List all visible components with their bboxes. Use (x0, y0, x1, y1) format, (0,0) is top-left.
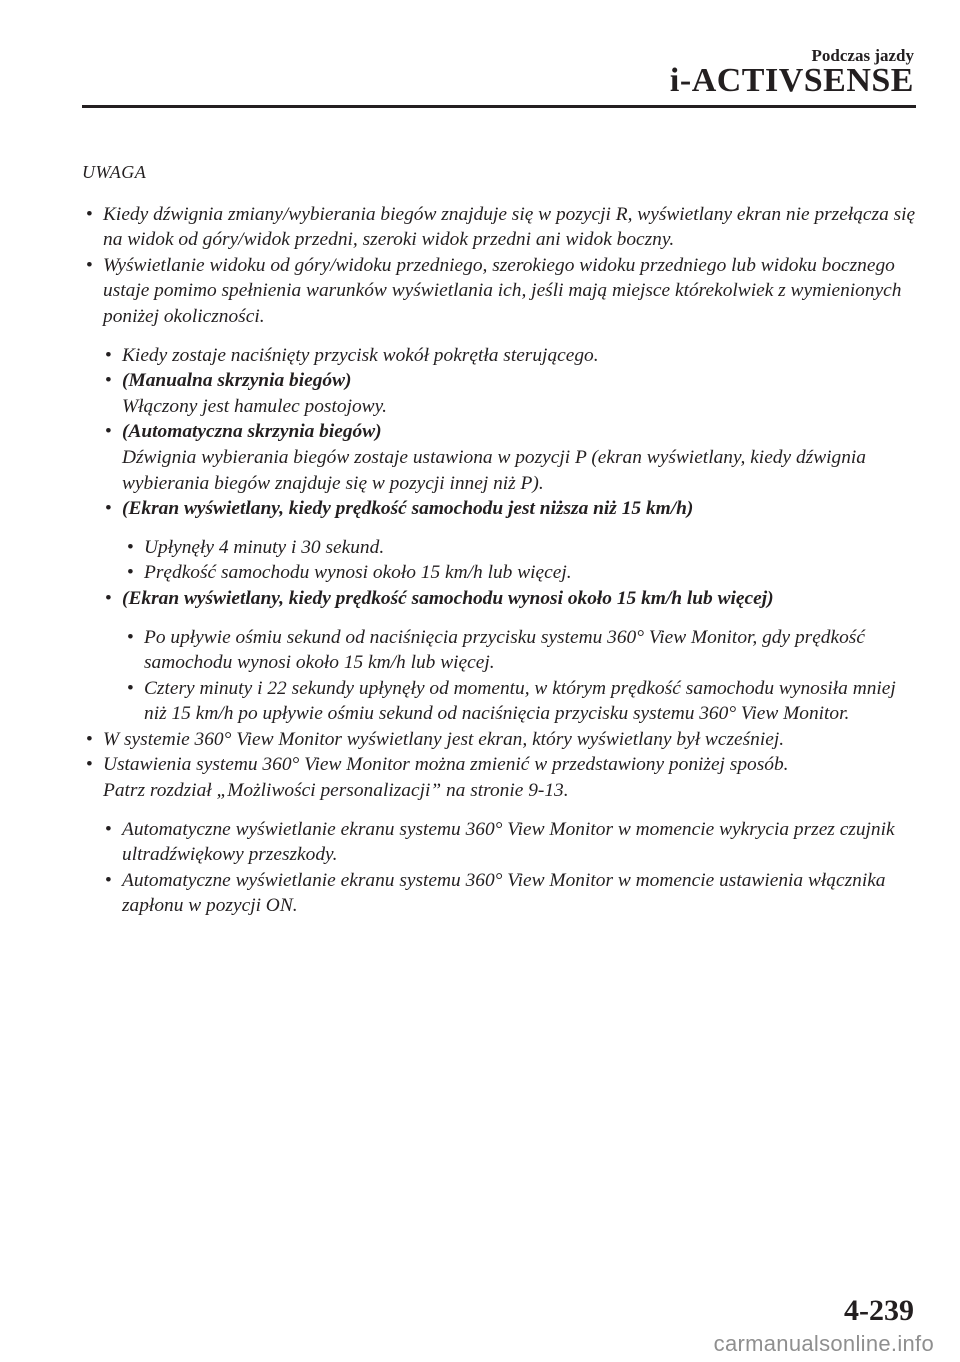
list-item-text: Kiedy dźwignia zmiany/wybierania biegów znajduje się w pozycji R, wyświetlany ekran nie przełącza się na widok od góry/widok przedni, szeroki widok przedni ani widok boczny. (103, 203, 916, 251)
list-item (82, 560, 922, 586)
page-number: 4-239 (844, 1294, 914, 1327)
bullet-icon: • (105, 869, 112, 891)
bullet-icon: • (127, 626, 134, 648)
list-item (82, 496, 922, 522)
list-item-text: Prędkość samochodu wynosi około 15 km/h lub więcej. (144, 562, 572, 584)
bullet-icon: • (86, 754, 93, 776)
list-item-text: W systemie 360° View Monitor wyświetlany jest ekran, który wyświetlany był wcześniej. (103, 728, 785, 750)
note-label: UWAGA (82, 162, 147, 182)
list-item-text: Automatyczne wyświetlanie ekranu systemu 360° View Monitor w momencie ustawienia włącznika zapłonu w pozycji ON. (122, 869, 886, 917)
bullet-icon: • (127, 677, 134, 699)
section-name: Podczas jazdy (811, 46, 914, 65)
list-item (82, 586, 922, 612)
bullet-icon: • (105, 370, 112, 392)
bullet-icon: • (105, 587, 112, 609)
list-item (82, 727, 922, 753)
list-item (82, 868, 922, 919)
chapter-title: i-ACTIVSENSE (669, 62, 914, 99)
bullet-icon: • (86, 728, 93, 750)
list-item (82, 625, 922, 676)
bullet-icon: • (127, 562, 134, 584)
bullet-icon: • (105, 498, 112, 520)
watermark: carmanualsonline.info (713, 1331, 934, 1356)
list-item (82, 676, 922, 727)
list-item-text: Wyświetlanie widoku od góry/widoku przedniego, szerokiego widoku przedniego lub widoku bocznego ustaje pomimo spełnienia warunków wyświetlania ich, jeśli mają miejsce którekolwiek z wymienionych poniżej okoliczności. (103, 254, 902, 327)
list-item-heading: (Automatyczna skrzynia biegów) (122, 421, 382, 443)
list-item (82, 343, 922, 369)
bullet-icon: • (105, 421, 112, 443)
list-item (82, 202, 922, 253)
list-item-heading: (Ekran wyświetlany, kiedy prędkość samochodu wynosi około 15 km/h lub więcej) (122, 587, 774, 609)
list-item (82, 535, 922, 561)
bullet-icon: • (105, 818, 112, 840)
list-item (82, 419, 922, 496)
list-item-text: Dźwignia wybierania biegów zostaje ustawiona w pozycji P (ekran wyświetlany, kiedy dźwignia wybierania biegów znajduje się w pozycji innej niż P). (122, 446, 866, 494)
header-divider (82, 105, 916, 108)
list-item-text: Po upływie ośmiu sekund od naciśnięcia przycisku systemu 360° View Monitor, gdy prędkość samochodu wynosi około 15 km/h lub więcej. (144, 626, 865, 674)
list-item-text: Ustawienia systemu 360° View Monitor można zmienić w przedstawiony poniżej sposób. (103, 754, 789, 776)
bullet-icon: • (86, 254, 93, 276)
list-item-text: Kiedy zostaje naciśnięty przycisk wokół pokrętła sterującego. (122, 344, 599, 366)
list-item-text: Włączony jest hamulec postojowy. (122, 395, 387, 417)
list-item-text: Upłynęły 4 minuty i 30 sekund. (144, 536, 385, 558)
note-box (82, 160, 922, 919)
list-item-heading: (Manualna skrzynia biegów) (122, 370, 352, 392)
cross-reference: Patrz rozdział „Możliwości personalizacji” na stronie 9-13. (103, 780, 569, 802)
list-item (82, 817, 922, 868)
list-item (82, 752, 922, 803)
list-item-heading: (Ekran wyświetlany, kiedy prędkość samochodu jest niższa niż 15 km/h) (122, 498, 694, 520)
list-item-text: Automatyczne wyświetlanie ekranu systemu 360° View Monitor w momencie wykrycia przez czujnik ultradźwiękowy przeszkody. (122, 818, 895, 866)
bullet-icon: • (86, 203, 93, 225)
list-item (82, 368, 922, 419)
bullet-icon: • (127, 536, 134, 558)
list-item (82, 253, 922, 330)
list-item-text: Cztery minuty i 22 sekundy upłynęły od momentu, w którym prędkość samochodu wynosiła mniej niż 15 km/h po upływie ośmiu sekund od naciśnięcia przycisku systemu 360° View Monitor. (144, 677, 896, 725)
bullet-icon: • (105, 344, 112, 366)
